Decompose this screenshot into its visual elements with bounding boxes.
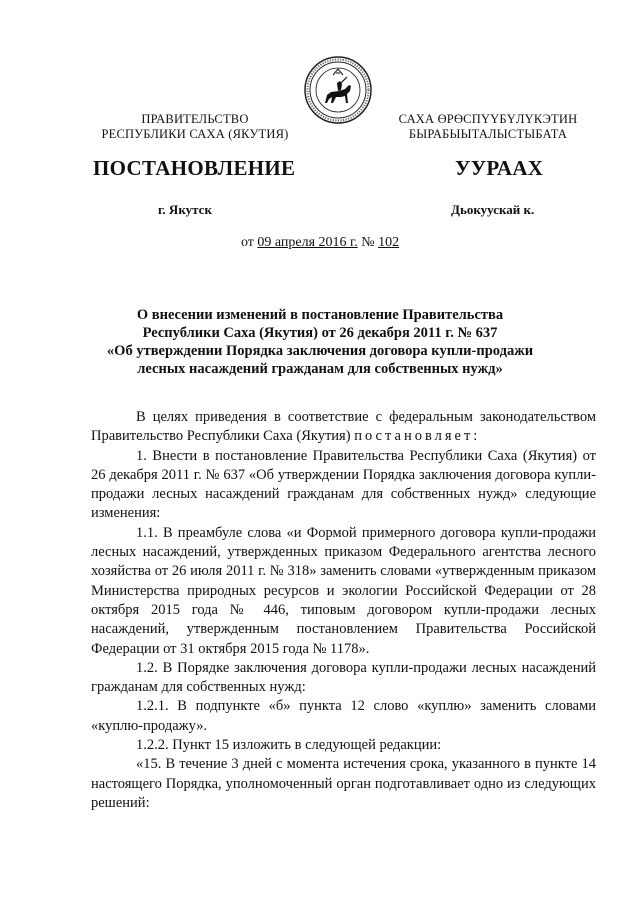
issuer-ru-line2: РЕСПУБЛИКИ САХА (ЯКУТИЯ) <box>101 127 289 141</box>
city-sakha: Дьокуускай к. <box>451 202 535 217</box>
title-line2: Республики Саха (Якутия) от 26 декабря 2011 г. № 637 <box>142 325 498 341</box>
title-line1: О внесении изменений в постановление Правительства <box>136 307 504 323</box>
coat-of-arms-emblem <box>303 55 373 125</box>
doc-type-ru: ПОСТАНОВЛЕНИЕ <box>93 156 296 180</box>
paragraph-1-2: 1.2. В Порядке заключения договора купли-продажи лесных насаждений гражданам для собственных нужд: <box>91 659 596 696</box>
paragraph-1-2-1: 1.2.1. В подпункте «б» пункта 12 слово «куплю» заменить словами «куплю-продажу». <box>91 698 596 734</box>
title-line4: лесных насаждений гражданам для собственных нужд» <box>137 361 503 377</box>
number-value: 102 <box>378 235 400 250</box>
doc-type-sakha: УУРААХ <box>455 156 544 180</box>
paragraph-1-1: 1.1. В преамбуле слова «и Формой примерного договора купли-продажи лесных насаждений, утвержденных приказом Федерального агентства лесного хозяйства от 26 июля 2011 г. № 318» заменить словами «утвержденным приказом Министерства природных ресурсов и экологии Российской Федерации от 28 октября 2015 года № 446, типовым договором купли-продажи лесных насаждений, утвержденным постановлением Правительства Российской Федерации от 31 октября 2015 года № 1178». <box>91 524 596 657</box>
document-title <box>60 306 580 378</box>
doc-number-line <box>0 235 640 251</box>
number-date: 09 апреля 2016 г. <box>257 235 358 250</box>
paragraph-preamble <box>91 408 596 447</box>
preamble-text: В целях приведения в соответствие с федеральным законодательством Правительство Республики Саха (Якутия) <box>91 409 596 445</box>
title-line3: «Об утверждении Порядка заключения договора купли-продажи <box>106 343 534 359</box>
number-prefix: от <box>240 235 254 250</box>
number-sign: № <box>361 235 375 250</box>
issuer-ru <box>80 112 310 142</box>
issuer-sakha-line1: САХА ӨРӨСПҮҮБҮЛҮКЭТИН <box>398 112 578 126</box>
paragraph-15-quote: «15. В течение 3 дней с момента истечения срока, указанного в пункте 14 настоящего Порядка, уполномоченный орган подготавливает одно из следующих решений: <box>91 756 596 811</box>
document-body <box>91 408 596 813</box>
issuer-sakha <box>378 112 598 142</box>
paragraph-1-2-2: 1.2.2. Пункт 15 изложить в следующей редакции: <box>136 737 442 754</box>
paragraph-1: 1. Внести в постановление Правительства Республики Саха (Якутия) от 26 декабря 2011 г. № 637 «Об утверждении Порядка заключения договора купли-продажи лесных насаждений гражданам для собственных нужд» следующие изменения: <box>91 447 596 522</box>
preamble-resolves: постановляет: <box>354 428 481 445</box>
issuer-sakha-line2: БЫРАБЫЫТАЛЫСТЫБАТА <box>408 127 568 141</box>
city-ru: г. Якутск <box>158 202 212 217</box>
issuer-ru-line1: ПРАВИТЕЛЬСТВО <box>141 112 249 126</box>
